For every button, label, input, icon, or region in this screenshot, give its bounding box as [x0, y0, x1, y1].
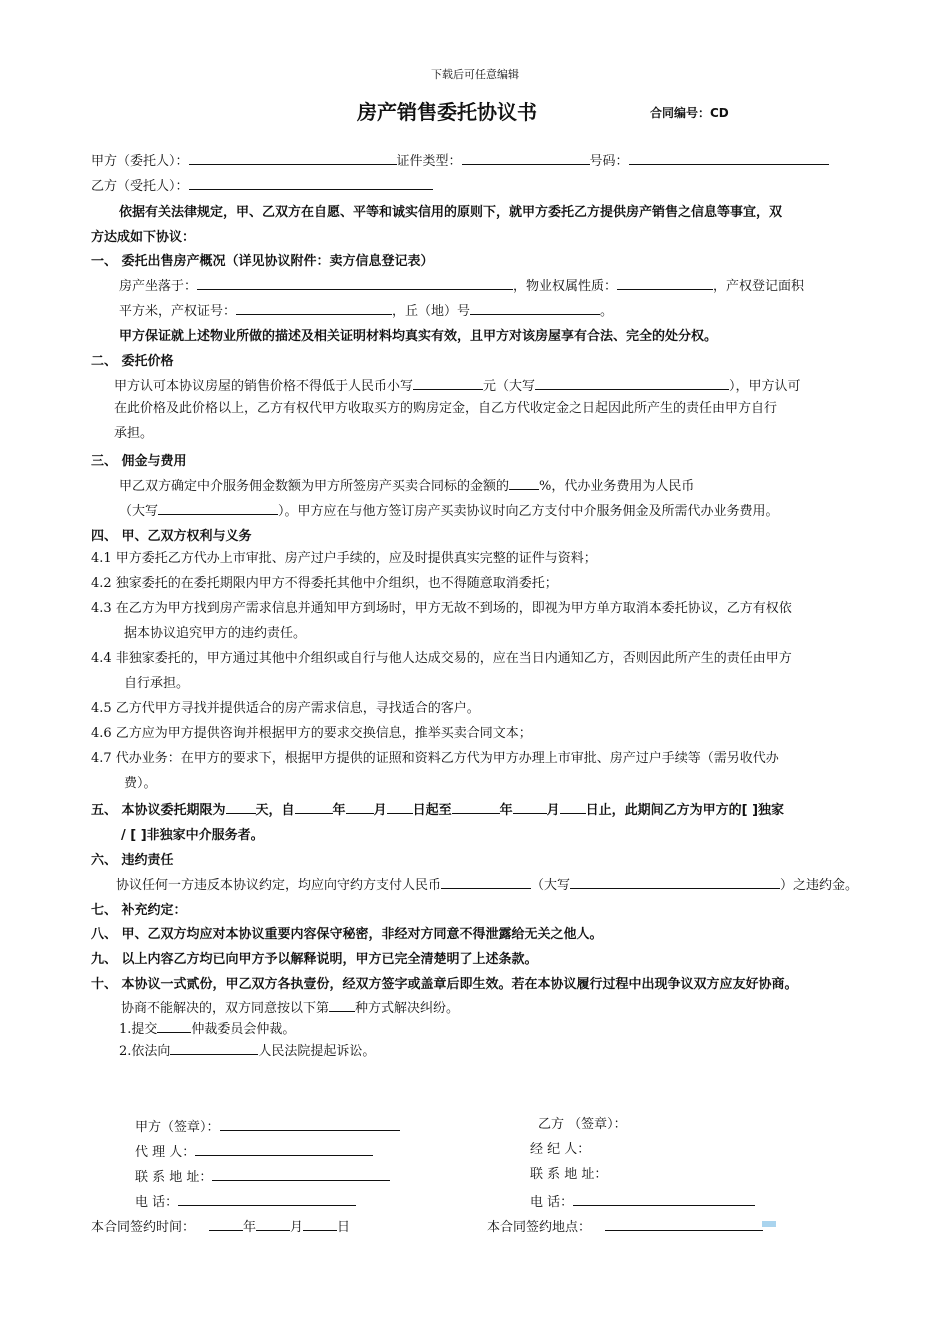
section-1-heading: 一、 委托出售房产概况（详见协议附件：卖方信息登记表）: [91, 254, 434, 269]
preamble-line-2: 方达成如下协议：: [91, 230, 196, 245]
resolution-field[interactable]: [329, 997, 355, 1012]
arbitration-field[interactable]: [157, 1018, 191, 1033]
sig-a-seal: [135, 1116, 400, 1137]
party-a-label: 甲方（委托人）：: [91, 154, 189, 169]
party-a-field[interactable]: [189, 150, 397, 165]
fee-caps-field[interactable]: [158, 500, 278, 515]
option-2-label: 2.依法向: [119, 1044, 171, 1059]
section-2-heading: 二、 委托价格: [91, 354, 174, 369]
term-label: 五、 本协议委托期限为: [91, 803, 226, 818]
sign-place-label: 本合同签约地点：: [487, 1220, 592, 1235]
s10-option-1: [119, 1018, 295, 1039]
price-label: 甲方认可本协议房屋的销售价格不得低于人民币小写: [114, 379, 414, 394]
commission-field[interactable]: [509, 475, 539, 490]
section-7-heading: 七、 补充约定：: [91, 903, 187, 918]
property-type-field[interactable]: [617, 275, 713, 290]
sign-day-label: 日: [337, 1220, 351, 1235]
lot-field[interactable]: [470, 300, 600, 315]
court-field[interactable]: [170, 1040, 258, 1055]
s2-line-3: 承担。: [114, 426, 154, 441]
agent-field[interactable]: [195, 1141, 373, 1156]
period: 。: [600, 304, 614, 319]
penalty-field[interactable]: [441, 874, 531, 889]
sign-day-field[interactable]: [303, 1216, 337, 1231]
penalty-label: 协议任何一方违反本协议约定，均应向守约方支付人民币: [116, 878, 442, 893]
lot-label: ，丘（地）号: [392, 304, 471, 319]
option-1-tail: 仲裁委员会仲裁。: [191, 1022, 296, 1037]
section-6-heading: 六、 违约责任: [91, 853, 174, 868]
location-label: 房产坐落于：: [119, 279, 198, 294]
sig-broker: 经 纪 人：: [530, 1142, 591, 1157]
from-month-field[interactable]: [346, 799, 374, 814]
sign-time-label: 本合同签约时间：: [91, 1220, 196, 1235]
sig-time: [91, 1216, 350, 1237]
commission-label: 甲乙双方确定中介服务佣金数额为甲方所签房产买卖合同标的金额的: [119, 479, 510, 494]
sign-year-field[interactable]: [209, 1216, 243, 1231]
year-label: 年: [332, 803, 346, 818]
resolution-tail: 种方式解决纠纷。: [355, 1001, 460, 1016]
sign-place-field[interactable]: [605, 1216, 763, 1231]
sig-tel-a: [135, 1191, 356, 1212]
s5-line-1: [91, 799, 784, 818]
penalty-caps-field[interactable]: [570, 874, 780, 889]
s3-line-1: [119, 475, 694, 496]
penalty-caps-label: （大写: [531, 878, 571, 893]
s10-option-2: [119, 1040, 375, 1061]
id-type-field[interactable]: [462, 150, 590, 165]
sig-b-seal: 乙方 （签章）：: [538, 1117, 627, 1132]
cert-label: 平方米，产权证号：: [119, 304, 237, 319]
highlight-mark: [762, 1221, 776, 1227]
contract-number: 合同编号：CD: [650, 106, 729, 120]
from-year-field[interactable]: [295, 799, 333, 814]
section-9-heading: 九、 以上内容乙方均已向甲方予以解释说明，甲方已完全清楚明了上述条款。: [91, 952, 538, 967]
fee-caps-label: （大写: [119, 504, 159, 519]
sig-address-a: [135, 1166, 390, 1187]
from-label: 天，自: [255, 803, 295, 818]
fee-tail: ）。甲方应在与他方签订房产买卖协议时向乙方支付中介服务佣金及所需代办业务费用。: [278, 504, 779, 519]
s1-guarantee: 甲方保证就上述物业所做的描述及相关证明材料均真实有效，且甲方对该房屋享有合法、完全的处分权。: [119, 329, 718, 344]
area-label: ，产权登记面积: [713, 279, 805, 294]
penalty-tail: ）之违约金。: [780, 878, 859, 893]
year-label-2: 年: [499, 803, 513, 818]
option-1-label: 1.提交: [119, 1022, 158, 1037]
price-caps-label: 元（大写: [483, 379, 536, 394]
s1-cert-line: [119, 300, 613, 321]
s4-item-4-2: 4.2 独家委托的在委托期限内甲方不得委托其他中介组织，也不得随意取消委托；: [91, 576, 558, 591]
a-seal-field[interactable]: [220, 1116, 400, 1131]
to-year-field[interactable]: [452, 799, 500, 814]
id-no-field[interactable]: [629, 150, 829, 165]
preamble-line-1: 依据有关法律规定，甲、乙双方在自愿、平等和诚实信用的原则下，就甲方委托乙方提供房产销售之信息等事宜，双: [119, 205, 783, 220]
sig-address-b: 联 系 地 址：: [530, 1167, 608, 1182]
s4-item-4-3: 4.3 在乙方为甲方找到房产需求信息并通知甲方到场时，甲方无故不到场的，即视为甲方单方取消本委托协议，乙方有权依: [91, 601, 792, 616]
sig-place: [487, 1216, 763, 1237]
sign-month-label: 月: [290, 1220, 304, 1235]
top-note: 下载后可任意编辑: [431, 68, 519, 81]
price-tail: ），甲方认可: [729, 379, 801, 394]
to-label: 日起至: [412, 803, 452, 818]
section-8-heading: 八、 甲、乙双方均应对本协议重要内容保守秘密，非经对方同意不得泄露给无关之他人。: [91, 927, 603, 942]
section-4-heading: 四、 甲、乙双方权利与义务: [91, 529, 252, 544]
party-b-field[interactable]: [189, 175, 433, 190]
tel-b-field[interactable]: [573, 1191, 755, 1206]
party-a-line: [91, 150, 829, 171]
from-day-field[interactable]: [387, 799, 413, 814]
section-3-heading: 三、 佣金与费用: [91, 454, 187, 469]
sign-month-field[interactable]: [256, 1216, 290, 1231]
section-10-heading: 十、 本协议一式贰份，甲乙双方各执壹份，经双方签字或盖章后即生效。若在本协议履行过程中出现争议双方应友好协商。: [91, 977, 798, 992]
sig-tel-b: [530, 1191, 755, 1212]
to-day-field[interactable]: [560, 799, 586, 814]
party-b-line: [91, 175, 433, 196]
s2-line-2: 在此价格及此价格以上，乙方有权代甲方收取买方的购房定金，自乙方代收定金之日起因此所产生的责任由甲方自行: [114, 401, 778, 416]
tel-b-label: 电 话：: [530, 1195, 574, 1210]
id-type-label: 证件类型：: [396, 154, 462, 169]
a-seal-label: 甲方（签章）：: [135, 1120, 220, 1135]
s10-line-1: [121, 997, 459, 1018]
s4-item-4-5: 4.5 乙方代甲方寻找并提供适合的房产需求信息，寻找适合的客户。: [91, 701, 480, 716]
resolution-label: 协商不能解决的，双方同意按以下第: [121, 1001, 330, 1016]
property-type-label: ，物业权属性质：: [513, 279, 618, 294]
party-b-label: 乙方（受托人）：: [91, 179, 189, 194]
exclusive-label: 日止，此期间乙方为甲方的[ ]独家: [585, 803, 785, 818]
term-days-field[interactable]: [226, 799, 256, 814]
address-a-field[interactable]: [212, 1166, 390, 1181]
location-field[interactable]: [197, 275, 513, 290]
s4-item-4-3-cont: 据本协议追究甲方的违约责任。: [124, 626, 307, 641]
cert-field[interactable]: [236, 300, 392, 315]
month-label: 月: [373, 803, 387, 818]
agent-label: 代 理 人：: [135, 1145, 196, 1160]
option-2-tail: 人民法院提起诉讼。: [258, 1044, 376, 1059]
price-caps-field[interactable]: [535, 375, 729, 390]
s2-line-1: [114, 375, 801, 396]
s6-line-1: [116, 874, 858, 895]
month-label-2: 月: [546, 803, 560, 818]
price-field[interactable]: [413, 375, 483, 390]
sign-year-label: 年: [243, 1220, 257, 1235]
s4-item-4-4-cont: 自行承担。: [124, 676, 190, 691]
s3-line-2: [119, 500, 779, 521]
fee-label: %，代办业务费用为人民币: [539, 479, 695, 494]
s4-item-4-1: 4.1 甲方委托乙方代办上市审批、房产过户手续的，应及时提供真实完整的证件与资料；: [91, 551, 597, 566]
document-title: 房产销售委托协议书: [357, 100, 537, 124]
address-a-label: 联 系 地 址：: [135, 1170, 213, 1185]
s4-item-4-6: 4.6 乙方应为甲方提供咨询并根据甲方的要求交换信息，推举买卖合同文本；: [91, 726, 532, 741]
s4-item-4-4: 4.4 非独家委托的，甲方通过其他中介组织或自行与他人达成交易的，应在当日内通知乙方，否则因此所产生的责任由甲方: [91, 651, 792, 666]
id-no-label: 号码：: [589, 154, 629, 169]
s4-item-4-7-cont: 费）。: [124, 776, 157, 791]
s1-location-line: [119, 275, 804, 296]
sig-agent: [135, 1141, 373, 1162]
tel-a-field[interactable]: [178, 1191, 356, 1206]
s5-line-2: / [ ]非独家中介服务者。: [121, 828, 264, 843]
to-month-field[interactable]: [513, 799, 547, 814]
s4-item-4-7: 4.7 代办业务：在甲方的要求下，根据甲方提供的证照和资料乙方代为甲方办理上市审批、房产过户手续等（需另收代办: [91, 751, 779, 766]
tel-a-label: 电 话：: [135, 1195, 179, 1210]
